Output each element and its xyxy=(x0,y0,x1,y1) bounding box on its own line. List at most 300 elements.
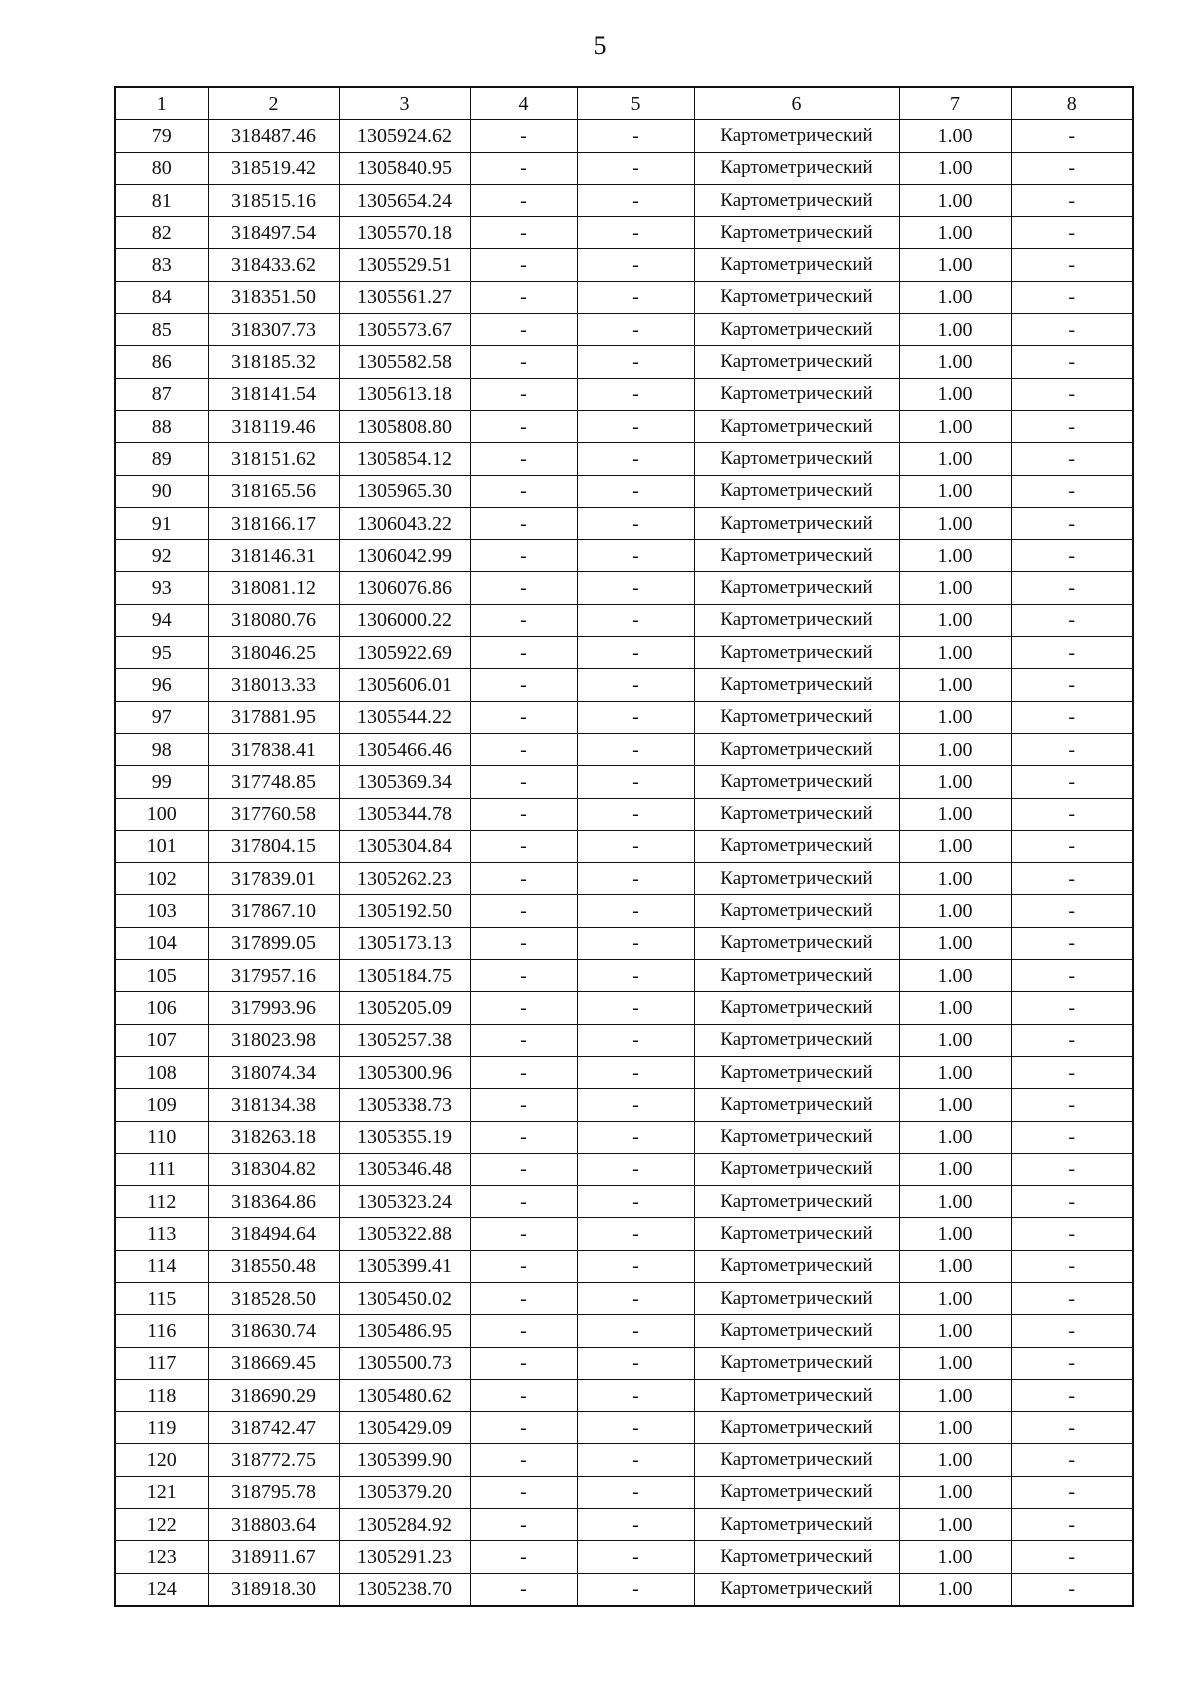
column-4-cell: - xyxy=(470,1218,577,1250)
column-8-cell: - xyxy=(1011,1153,1133,1185)
y-coordinate-cell: 1305486.95 xyxy=(339,1315,470,1347)
y-coordinate-cell: 1305300.96 xyxy=(339,1056,470,1088)
point-number-cell: 112 xyxy=(115,1186,208,1218)
accuracy-cell: 1.00 xyxy=(899,281,1011,313)
table-row xyxy=(115,1347,1133,1379)
point-number-cell: 87 xyxy=(115,378,208,410)
method-cell: Картометрический xyxy=(694,1282,899,1314)
column-5-cell: - xyxy=(577,701,694,733)
column-4-cell: - xyxy=(470,120,577,152)
table-row xyxy=(115,1056,1133,1088)
method-cell: Картометрический xyxy=(694,249,899,281)
column-5-cell: - xyxy=(577,1315,694,1347)
column-8-cell: - xyxy=(1011,733,1133,765)
column-4-cell: - xyxy=(470,830,577,862)
method-cell: Картометрический xyxy=(694,830,899,862)
column-8-cell: - xyxy=(1011,572,1133,604)
accuracy-cell: 1.00 xyxy=(899,1056,1011,1088)
x-coordinate-cell: 318497.54 xyxy=(208,217,339,249)
column-8-cell: - xyxy=(1011,766,1133,798)
column-4-cell: - xyxy=(470,1024,577,1056)
y-coordinate-cell: 1305238.70 xyxy=(339,1573,470,1606)
x-coordinate-cell: 318494.64 xyxy=(208,1218,339,1250)
column-5-cell: - xyxy=(577,249,694,281)
column-4-cell: - xyxy=(470,1476,577,1508)
method-cell: Картометрический xyxy=(694,314,899,346)
column-8-cell: - xyxy=(1011,637,1133,669)
accuracy-cell: 1.00 xyxy=(899,540,1011,572)
y-coordinate-cell: 1305369.34 xyxy=(339,766,470,798)
point-number-cell: 95 xyxy=(115,637,208,669)
table-row xyxy=(115,701,1133,733)
accuracy-cell: 1.00 xyxy=(899,507,1011,539)
point-number-cell: 102 xyxy=(115,863,208,895)
column-4-cell: - xyxy=(470,1541,577,1573)
column-4-cell: - xyxy=(470,604,577,636)
column-5-cell: - xyxy=(577,960,694,992)
column-5-cell: - xyxy=(577,895,694,927)
y-coordinate-cell: 1306076.86 xyxy=(339,572,470,604)
table-row xyxy=(115,184,1133,216)
method-cell: Картометрический xyxy=(694,992,899,1024)
x-coordinate-cell: 318074.34 xyxy=(208,1056,339,1088)
method-cell: Картометрический xyxy=(694,152,899,184)
column-8-cell: - xyxy=(1011,346,1133,378)
table-row xyxy=(115,1541,1133,1573)
method-cell: Картометрический xyxy=(694,1186,899,1218)
accuracy-cell: 1.00 xyxy=(899,249,1011,281)
method-cell: Картометрический xyxy=(694,281,899,313)
column-4-cell: - xyxy=(470,1509,577,1541)
method-cell: Картометрический xyxy=(694,1444,899,1476)
x-coordinate-cell: 318550.48 xyxy=(208,1250,339,1282)
column-header: 2 xyxy=(208,87,339,120)
table-row xyxy=(115,895,1133,927)
column-8-cell: - xyxy=(1011,1121,1133,1153)
point-number-cell: 114 xyxy=(115,1250,208,1282)
column-8-cell: - xyxy=(1011,1476,1133,1508)
y-coordinate-cell: 1305544.22 xyxy=(339,701,470,733)
column-4-cell: - xyxy=(470,152,577,184)
table-row xyxy=(115,120,1133,152)
point-number-cell: 121 xyxy=(115,1476,208,1508)
y-coordinate-cell: 1305257.38 xyxy=(339,1024,470,1056)
x-coordinate-cell: 318165.56 xyxy=(208,475,339,507)
column-4-cell: - xyxy=(470,1056,577,1088)
column-5-cell: - xyxy=(577,314,694,346)
method-cell: Картометрический xyxy=(694,1476,899,1508)
point-number-cell: 122 xyxy=(115,1509,208,1541)
accuracy-cell: 1.00 xyxy=(899,1541,1011,1573)
column-4-cell: - xyxy=(470,1089,577,1121)
x-coordinate-cell: 318304.82 xyxy=(208,1153,339,1185)
column-4-cell: - xyxy=(470,410,577,442)
column-8-cell: - xyxy=(1011,281,1133,313)
method-cell: Картометрический xyxy=(694,669,899,701)
x-coordinate-cell: 318141.54 xyxy=(208,378,339,410)
table-row xyxy=(115,1186,1133,1218)
accuracy-cell: 1.00 xyxy=(899,863,1011,895)
table-row xyxy=(115,798,1133,830)
column-8-cell: - xyxy=(1011,120,1133,152)
table-row xyxy=(115,249,1133,281)
table-body xyxy=(115,120,1133,1606)
column-4-cell: - xyxy=(470,475,577,507)
method-cell: Картометрический xyxy=(694,1412,899,1444)
column-8-cell: - xyxy=(1011,443,1133,475)
point-number-cell: 118 xyxy=(115,1379,208,1411)
point-number-cell: 109 xyxy=(115,1089,208,1121)
column-8-cell: - xyxy=(1011,314,1133,346)
table-row xyxy=(115,281,1133,313)
point-number-cell: 107 xyxy=(115,1024,208,1056)
column-5-cell: - xyxy=(577,410,694,442)
table-row xyxy=(115,410,1133,442)
column-4-cell: - xyxy=(470,863,577,895)
y-coordinate-cell: 1306043.22 xyxy=(339,507,470,539)
point-number-cell: 101 xyxy=(115,830,208,862)
table-row xyxy=(115,604,1133,636)
y-coordinate-cell: 1305355.19 xyxy=(339,1121,470,1153)
column-4-cell: - xyxy=(470,1315,577,1347)
accuracy-cell: 1.00 xyxy=(899,1476,1011,1508)
table-row xyxy=(115,475,1133,507)
column-5-cell: - xyxy=(577,1250,694,1282)
y-coordinate-cell: 1305291.23 xyxy=(339,1541,470,1573)
table-row xyxy=(115,1476,1133,1508)
column-8-cell: - xyxy=(1011,1347,1133,1379)
y-coordinate-cell: 1305480.62 xyxy=(339,1379,470,1411)
y-coordinate-cell: 1305338.73 xyxy=(339,1089,470,1121)
point-number-cell: 104 xyxy=(115,927,208,959)
column-4-cell: - xyxy=(470,281,577,313)
table-row xyxy=(115,152,1133,184)
y-coordinate-cell: 1305529.51 xyxy=(339,249,470,281)
y-coordinate-cell: 1305322.88 xyxy=(339,1218,470,1250)
x-coordinate-cell: 318185.32 xyxy=(208,346,339,378)
column-8-cell: - xyxy=(1011,863,1133,895)
method-cell: Картометрический xyxy=(694,863,899,895)
table-header-row xyxy=(115,87,1133,120)
column-8-cell: - xyxy=(1011,1509,1133,1541)
x-coordinate-cell: 317881.95 xyxy=(208,701,339,733)
x-coordinate-cell: 317838.41 xyxy=(208,733,339,765)
column-4-cell: - xyxy=(470,1250,577,1282)
y-coordinate-cell: 1306000.22 xyxy=(339,604,470,636)
method-cell: Картометрический xyxy=(694,378,899,410)
accuracy-cell: 1.00 xyxy=(899,798,1011,830)
point-number-cell: 85 xyxy=(115,314,208,346)
column-4-cell: - xyxy=(470,637,577,669)
table-row xyxy=(115,1412,1133,1444)
column-4-cell: - xyxy=(470,733,577,765)
point-number-cell: 113 xyxy=(115,1218,208,1250)
x-coordinate-cell: 318803.64 xyxy=(208,1509,339,1541)
method-cell: Картометрический xyxy=(694,184,899,216)
column-5-cell: - xyxy=(577,1282,694,1314)
method-cell: Картометрический xyxy=(694,1541,899,1573)
column-8-cell: - xyxy=(1011,249,1133,281)
point-number-cell: 88 xyxy=(115,410,208,442)
x-coordinate-cell: 318690.29 xyxy=(208,1379,339,1411)
column-5-cell: - xyxy=(577,152,694,184)
accuracy-cell: 1.00 xyxy=(899,1444,1011,1476)
column-8-cell: - xyxy=(1011,1089,1133,1121)
accuracy-cell: 1.00 xyxy=(899,1218,1011,1250)
table-row xyxy=(115,1218,1133,1250)
column-8-cell: - xyxy=(1011,701,1133,733)
column-5-cell: - xyxy=(577,1056,694,1088)
point-number-cell: 90 xyxy=(115,475,208,507)
method-cell: Картометрический xyxy=(694,1024,899,1056)
y-coordinate-cell: 1305284.92 xyxy=(339,1509,470,1541)
method-cell: Картометрический xyxy=(694,733,899,765)
accuracy-cell: 1.00 xyxy=(899,1509,1011,1541)
column-header: 5 xyxy=(577,87,694,120)
accuracy-cell: 1.00 xyxy=(899,1412,1011,1444)
accuracy-cell: 1.00 xyxy=(899,475,1011,507)
x-coordinate-cell: 318307.73 xyxy=(208,314,339,346)
column-5-cell: - xyxy=(577,1121,694,1153)
table-row xyxy=(115,766,1133,798)
y-coordinate-cell: 1305570.18 xyxy=(339,217,470,249)
point-number-cell: 81 xyxy=(115,184,208,216)
accuracy-cell: 1.00 xyxy=(899,1024,1011,1056)
y-coordinate-cell: 1305262.23 xyxy=(339,863,470,895)
method-cell: Картометрический xyxy=(694,1089,899,1121)
table-row xyxy=(115,443,1133,475)
x-coordinate-cell: 318795.78 xyxy=(208,1476,339,1508)
x-coordinate-cell: 318013.33 xyxy=(208,669,339,701)
y-coordinate-cell: 1305379.20 xyxy=(339,1476,470,1508)
point-number-cell: 123 xyxy=(115,1541,208,1573)
table-row xyxy=(115,960,1133,992)
y-coordinate-cell: 1305561.27 xyxy=(339,281,470,313)
x-coordinate-cell: 318630.74 xyxy=(208,1315,339,1347)
point-number-cell: 98 xyxy=(115,733,208,765)
column-5-cell: - xyxy=(577,766,694,798)
column-4-cell: - xyxy=(470,960,577,992)
column-4-cell: - xyxy=(470,895,577,927)
point-number-cell: 79 xyxy=(115,120,208,152)
column-4-cell: - xyxy=(470,1186,577,1218)
x-coordinate-cell: 318081.12 xyxy=(208,572,339,604)
point-number-cell: 86 xyxy=(115,346,208,378)
page-number: 5 xyxy=(593,31,607,60)
column-4-cell: - xyxy=(470,992,577,1024)
column-5-cell: - xyxy=(577,572,694,604)
column-5-cell: - xyxy=(577,927,694,959)
point-number-cell: 106 xyxy=(115,992,208,1024)
accuracy-cell: 1.00 xyxy=(899,572,1011,604)
table-row xyxy=(115,733,1133,765)
x-coordinate-cell: 318911.67 xyxy=(208,1541,339,1573)
point-number-cell: 97 xyxy=(115,701,208,733)
column-5-cell: - xyxy=(577,863,694,895)
method-cell: Картометрический xyxy=(694,637,899,669)
x-coordinate-cell: 317839.01 xyxy=(208,863,339,895)
method-cell: Картометрический xyxy=(694,507,899,539)
point-number-cell: 84 xyxy=(115,281,208,313)
column-8-cell: - xyxy=(1011,540,1133,572)
table-row xyxy=(115,927,1133,959)
method-cell: Картометрический xyxy=(694,475,899,507)
column-header: 8 xyxy=(1011,87,1133,120)
y-coordinate-cell: 1305344.78 xyxy=(339,798,470,830)
column-5-cell: - xyxy=(577,992,694,1024)
column-5-cell: - xyxy=(577,540,694,572)
column-8-cell: - xyxy=(1011,475,1133,507)
x-coordinate-cell: 318528.50 xyxy=(208,1282,339,1314)
column-8-cell: - xyxy=(1011,604,1133,636)
method-cell: Картометрический xyxy=(694,895,899,927)
y-coordinate-cell: 1305840.95 xyxy=(339,152,470,184)
table-row xyxy=(115,1444,1133,1476)
y-coordinate-cell: 1305323.24 xyxy=(339,1186,470,1218)
point-number-cell: 82 xyxy=(115,217,208,249)
point-number-cell: 91 xyxy=(115,507,208,539)
column-4-cell: - xyxy=(470,927,577,959)
column-5-cell: - xyxy=(577,378,694,410)
x-coordinate-cell: 317867.10 xyxy=(208,895,339,927)
table-row xyxy=(115,1153,1133,1185)
column-8-cell: - xyxy=(1011,927,1133,959)
x-coordinate-cell: 318134.38 xyxy=(208,1089,339,1121)
y-coordinate-cell: 1305205.09 xyxy=(339,992,470,1024)
x-coordinate-cell: 317899.05 xyxy=(208,927,339,959)
column-5-cell: - xyxy=(577,507,694,539)
accuracy-cell: 1.00 xyxy=(899,733,1011,765)
table-row xyxy=(115,507,1133,539)
x-coordinate-cell: 318433.62 xyxy=(208,249,339,281)
column-5-cell: - xyxy=(577,1573,694,1606)
column-5-cell: - xyxy=(577,120,694,152)
column-4-cell: - xyxy=(470,507,577,539)
accuracy-cell: 1.00 xyxy=(899,766,1011,798)
column-8-cell: - xyxy=(1011,798,1133,830)
method-cell: Картометрический xyxy=(694,1347,899,1379)
accuracy-cell: 1.00 xyxy=(899,346,1011,378)
method-cell: Картометрический xyxy=(694,960,899,992)
column-4-cell: - xyxy=(470,1412,577,1444)
method-cell: Картометрический xyxy=(694,604,899,636)
column-8-cell: - xyxy=(1011,1412,1133,1444)
y-coordinate-cell: 1305500.73 xyxy=(339,1347,470,1379)
accuracy-cell: 1.00 xyxy=(899,669,1011,701)
column-4-cell: - xyxy=(470,540,577,572)
column-5-cell: - xyxy=(577,1186,694,1218)
table-row xyxy=(115,1379,1133,1411)
column-4-cell: - xyxy=(470,1573,577,1606)
x-coordinate-cell: 318023.98 xyxy=(208,1024,339,1056)
y-coordinate-cell: 1305808.80 xyxy=(339,410,470,442)
point-number-cell: 96 xyxy=(115,669,208,701)
column-4-cell: - xyxy=(470,1282,577,1314)
column-8-cell: - xyxy=(1011,184,1133,216)
y-coordinate-cell: 1305429.09 xyxy=(339,1412,470,1444)
y-coordinate-cell: 1305450.02 xyxy=(339,1282,470,1314)
x-coordinate-cell: 317748.85 xyxy=(208,766,339,798)
column-5-cell: - xyxy=(577,1024,694,1056)
column-5-cell: - xyxy=(577,475,694,507)
y-coordinate-cell: 1305184.75 xyxy=(339,960,470,992)
y-coordinate-cell: 1305924.62 xyxy=(339,120,470,152)
column-4-cell: - xyxy=(470,798,577,830)
table-row xyxy=(115,1573,1133,1606)
accuracy-cell: 1.00 xyxy=(899,1573,1011,1606)
accuracy-cell: 1.00 xyxy=(899,1379,1011,1411)
y-coordinate-cell: 1305965.30 xyxy=(339,475,470,507)
column-4-cell: - xyxy=(470,184,577,216)
point-number-cell: 124 xyxy=(115,1573,208,1606)
column-header: 3 xyxy=(339,87,470,120)
y-coordinate-cell: 1305192.50 xyxy=(339,895,470,927)
y-coordinate-cell: 1305573.67 xyxy=(339,314,470,346)
accuracy-cell: 1.00 xyxy=(899,410,1011,442)
accuracy-cell: 1.00 xyxy=(899,701,1011,733)
table-row xyxy=(115,1315,1133,1347)
table-row xyxy=(115,1024,1133,1056)
point-number-cell: 111 xyxy=(115,1153,208,1185)
column-5-cell: - xyxy=(577,1476,694,1508)
point-number-cell: 108 xyxy=(115,1056,208,1088)
column-8-cell: - xyxy=(1011,1444,1133,1476)
y-coordinate-cell: 1305606.01 xyxy=(339,669,470,701)
accuracy-cell: 1.00 xyxy=(899,895,1011,927)
point-number-cell: 94 xyxy=(115,604,208,636)
method-cell: Картометрический xyxy=(694,217,899,249)
column-5-cell: - xyxy=(577,217,694,249)
point-number-cell: 110 xyxy=(115,1121,208,1153)
x-coordinate-cell: 318166.17 xyxy=(208,507,339,539)
point-number-cell: 83 xyxy=(115,249,208,281)
point-number-cell: 99 xyxy=(115,766,208,798)
column-5-cell: - xyxy=(577,830,694,862)
column-8-cell: - xyxy=(1011,1282,1133,1314)
accuracy-cell: 1.00 xyxy=(899,1347,1011,1379)
accuracy-cell: 1.00 xyxy=(899,1153,1011,1185)
column-8-cell: - xyxy=(1011,1056,1133,1088)
y-coordinate-cell: 1305613.18 xyxy=(339,378,470,410)
column-5-cell: - xyxy=(577,1541,694,1573)
accuracy-cell: 1.00 xyxy=(899,960,1011,992)
column-8-cell: - xyxy=(1011,1024,1133,1056)
y-coordinate-cell: 1305173.13 xyxy=(339,927,470,959)
column-8-cell: - xyxy=(1011,1379,1133,1411)
point-number-cell: 100 xyxy=(115,798,208,830)
column-8-cell: - xyxy=(1011,410,1133,442)
x-coordinate-cell: 318918.30 xyxy=(208,1573,339,1606)
column-4-cell: - xyxy=(470,443,577,475)
x-coordinate-cell: 318742.47 xyxy=(208,1412,339,1444)
x-coordinate-cell: 318364.86 xyxy=(208,1186,339,1218)
point-number-cell: 105 xyxy=(115,960,208,992)
method-cell: Картометрический xyxy=(694,540,899,572)
accuracy-cell: 1.00 xyxy=(899,120,1011,152)
column-4-cell: - xyxy=(470,1444,577,1476)
method-cell: Картометрический xyxy=(694,766,899,798)
x-coordinate-cell: 318669.45 xyxy=(208,1347,339,1379)
point-number-cell: 80 xyxy=(115,152,208,184)
method-cell: Картометрический xyxy=(694,1379,899,1411)
column-8-cell: - xyxy=(1011,1186,1133,1218)
method-cell: Картометрический xyxy=(694,1153,899,1185)
x-coordinate-cell: 318119.46 xyxy=(208,410,339,442)
method-cell: Картометрический xyxy=(694,346,899,378)
column-header: 7 xyxy=(899,87,1011,120)
column-4-cell: - xyxy=(470,217,577,249)
x-coordinate-cell: 317957.16 xyxy=(208,960,339,992)
